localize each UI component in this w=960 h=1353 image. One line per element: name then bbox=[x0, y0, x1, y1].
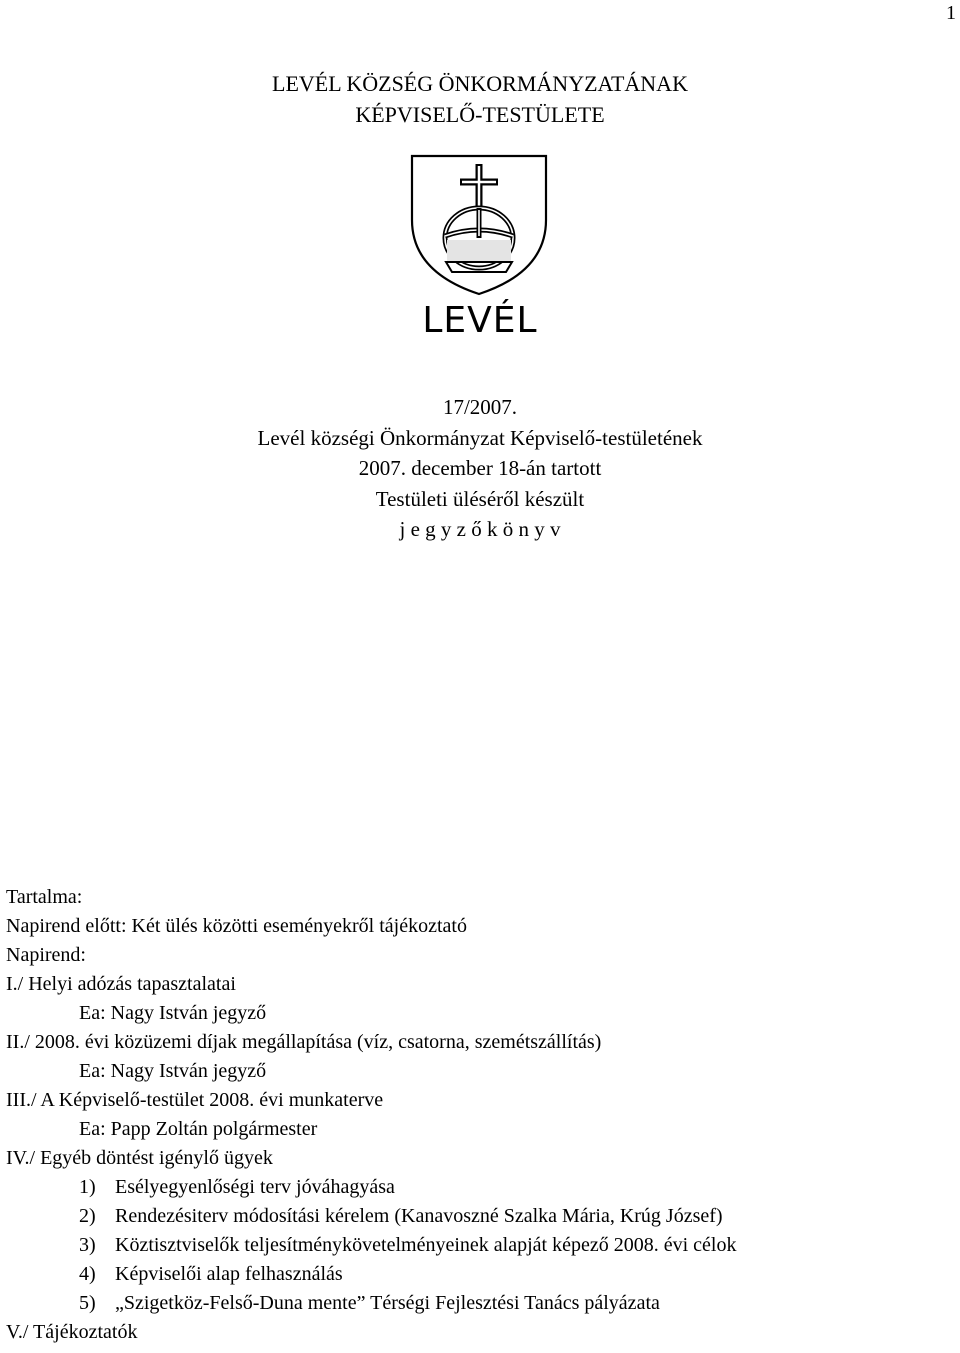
agenda-item-title: I./ Helyi adózás tapasztalatai bbox=[6, 973, 236, 995]
agenda-item-presenter: Ea: Nagy István jegyző bbox=[79, 1002, 267, 1024]
minutes-title-block bbox=[0, 392, 960, 545]
agenda-item-presenter: Ea: Nagy István jegyző bbox=[79, 1060, 267, 1082]
header-line-1: LEVÉL KÖZSÉG ÖNKORMÁNYZATÁNAK bbox=[272, 71, 688, 96]
page-number: 1 bbox=[946, 2, 956, 24]
list-item bbox=[6, 1202, 956, 1231]
pre-agenda-item: Napirend előtt: Két ülés közötti eseményekről tájékoztató bbox=[6, 915, 467, 937]
list-item-number: 3) bbox=[79, 1234, 96, 1256]
minutes-line-2: Levél községi Önkormányzat Képviselő-testületének bbox=[257, 425, 703, 450]
list-item bbox=[6, 1289, 956, 1318]
minutes-line-3: 2007. december 18-án tartott bbox=[358, 456, 602, 480]
list-item-text: „Szigetköz-Felső-Duna mente” Térségi Fejlesztési Tanács pályázata bbox=[115, 1292, 660, 1314]
list-item-text: Esélyegyenlőségi terv jóváhagyása bbox=[115, 1176, 395, 1198]
table-of-contents bbox=[6, 883, 956, 1347]
crest-caption: LEVÉL bbox=[422, 300, 538, 341]
minutes-number: 17/2007. bbox=[442, 395, 518, 419]
list-item-text: Rendezésiterv módosítási kérelem (Kanavoszné Szalka Mária, Krúg József) bbox=[115, 1205, 723, 1227]
minutes-line-4: Testületi üléséről készült bbox=[375, 486, 585, 511]
list-item-number: 5) bbox=[79, 1292, 96, 1314]
list-item-text: Képviselői alap felhasználás bbox=[115, 1263, 343, 1285]
list-item-text: Köztisztviselők teljesítménykövetelményeinek alapját képező 2008. évi célok bbox=[115, 1234, 737, 1256]
header-line-2: KÉPVISELŐ-TESTÜLETE bbox=[355, 102, 605, 127]
list-item bbox=[6, 1260, 956, 1289]
list-item bbox=[6, 1231, 956, 1260]
contents-heading: Tartalma: bbox=[6, 886, 83, 908]
agenda-label: Napirend: bbox=[6, 944, 86, 966]
agenda-item-title: II./ 2008. évi közüzemi díjak megállapítása (víz, csatorna, szemétszállítás) bbox=[6, 1031, 602, 1053]
agenda-item-title: III./ A Képviselő-testület 2008. évi munkaterve bbox=[6, 1089, 384, 1111]
list-item-number: 2) bbox=[79, 1205, 96, 1227]
minutes-line-5: j e g y z ő k ö n y v bbox=[399, 517, 561, 541]
agenda-item-title: V./ Tájékoztatók bbox=[6, 1321, 138, 1343]
list-item-number: 1) bbox=[79, 1176, 96, 1198]
agenda-item-title: IV./ Egyéb döntést igénylő ügyek bbox=[6, 1147, 273, 1169]
document-header bbox=[0, 68, 960, 130]
list-item bbox=[6, 1173, 956, 1202]
list-item-number: 4) bbox=[79, 1263, 96, 1285]
agenda-item-presenter: Ea: Papp Zoltán polgármester bbox=[79, 1118, 318, 1140]
